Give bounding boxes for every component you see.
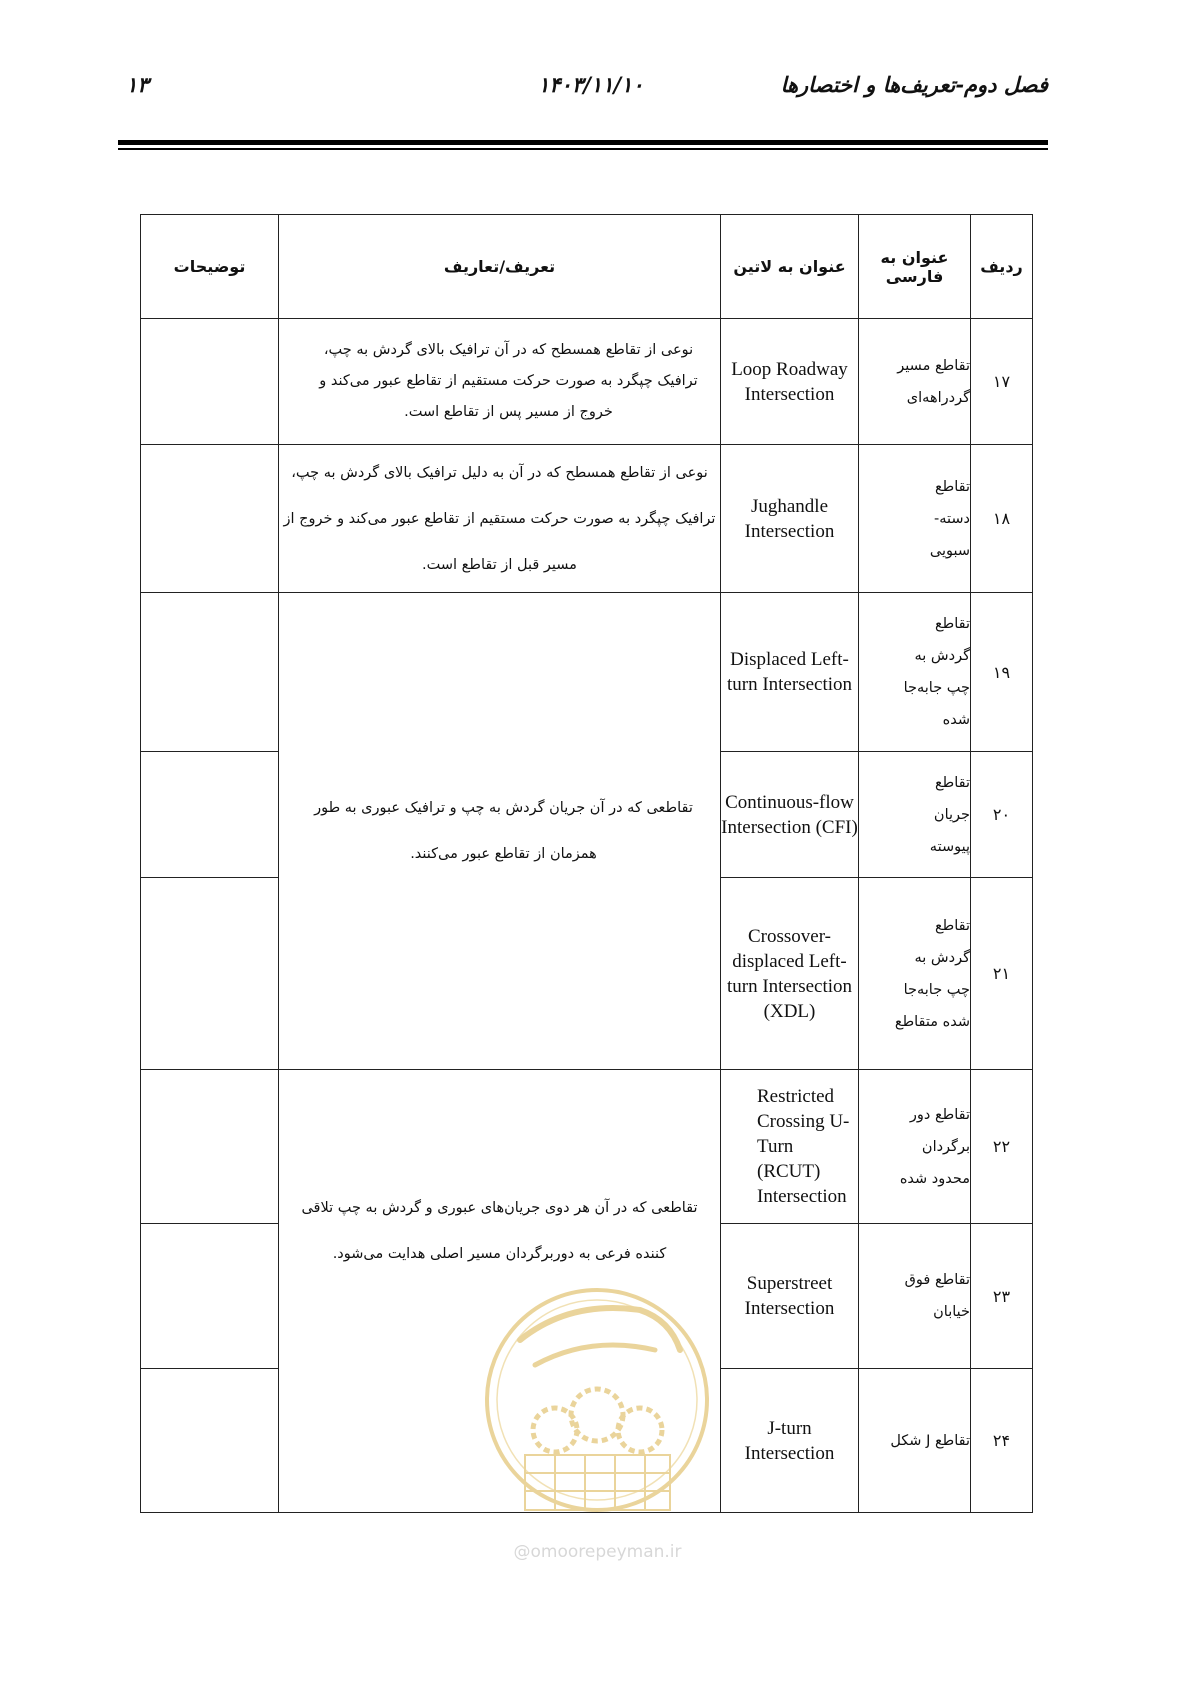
persian-title-cell <box>859 593 971 752</box>
notes-cell <box>141 752 279 878</box>
watermark-logo <box>480 1280 715 1570</box>
latin-title-cell: Restricted Crossing U-Turn (RCUT) Intersection <box>721 1070 859 1224</box>
col-header-latin: عنوان به لاتین <box>721 215 859 319</box>
row-number: ۱۷ <box>971 319 1033 445</box>
latin-title-cell: Continuous-flow Intersection (CFI) <box>721 752 859 878</box>
persian-title-cell <box>859 319 971 445</box>
notes-cell <box>141 878 279 1070</box>
persian-title: تقاطع گردش به چپ جابه‌جا شده <box>903 616 970 728</box>
persian-title: تقاطع جریان پیوسته <box>929 774 970 855</box>
notes-cell <box>141 319 279 445</box>
notes-cell <box>141 593 279 752</box>
notes-cell <box>141 1369 279 1513</box>
latin-title-cell: Displaced Left-turn Intersection <box>721 593 859 752</box>
persian-title-cell <box>859 1224 971 1369</box>
latin-title-cell: Jughandle Intersection <box>721 445 859 593</box>
table-row <box>141 445 1033 593</box>
row-number: ۲۰ <box>971 752 1033 878</box>
persian-title: تقاطع J شکل <box>890 1432 970 1449</box>
table-row <box>141 1070 1033 1224</box>
row-number: ۱۹ <box>971 593 1033 752</box>
row-number: ۲۱ <box>971 878 1033 1070</box>
definition-cell: نوعی از تقاطع همسطح که در آن به دلیل ترافیک بالای گردش به چپ، ترافیک چپگرد به صورت حرکت مستقیم از تقاطع عبور می‌کند و خروج از مسیر قبل از تقاطع است. <box>279 445 721 593</box>
persian-title: تقاطع دسته- سبویی <box>929 478 970 559</box>
latin-title-cell: Crossover-displaced Left-turn Intersection (XDL) <box>721 878 859 1070</box>
persian-title-cell <box>859 1070 971 1224</box>
row-number: ۲۴ <box>971 1369 1033 1513</box>
latin-title-cell: Loop Roadway Intersection <box>721 319 859 445</box>
definition-cell: تقاطعی که در آن هر دوی جریان‌های عبوری و گردش به چپ تلاقی کننده فرعی به دوربرگردان مسیر اصلی هدایت می‌شود. <box>279 1070 721 1513</box>
header-rule-thick <box>118 140 1048 145</box>
header-date: ۱۴۰۳/۱۱/۱۰ <box>538 72 644 97</box>
page-header <box>118 72 1048 112</box>
row-number: ۲۳ <box>971 1224 1033 1369</box>
definition-cell: تقاطعی که در آن جریان گردش به چپ و ترافیک عبوری به طور همزمان از تقاطع عبور می‌کنند. <box>279 593 721 1070</box>
persian-title: تقاطع دور برگردان محدود شده <box>899 1106 970 1187</box>
table-row <box>141 593 1033 752</box>
watermark-emblem-icon <box>480 1280 715 1538</box>
persian-title-cell <box>859 878 971 1070</box>
header-rule-thin <box>118 148 1048 150</box>
persian-title: تقاطع مسیر گردراهه‌ای <box>897 357 970 406</box>
latin-title-cell: J-turn Intersection <box>721 1369 859 1513</box>
row-number: ۲۲ <box>971 1070 1033 1224</box>
table-header-row <box>141 215 1033 319</box>
persian-title: تقاطع گردش به چپ جابه‌جا شده متقاطع <box>894 917 970 1030</box>
latin-title-cell: Superstreet Intersection <box>721 1224 859 1369</box>
col-header-notes: توضیحات <box>141 215 279 319</box>
table-row <box>141 319 1033 445</box>
definition-cell: نوعی از تقاطع همسطح که در آن ترافیک بالای گردش به چپ، ترافیک چپگرد به صورت حرکت مستقیم از تقاطع عبور می‌کند و خروج از مسیر پس از تقاطع است. <box>279 319 721 445</box>
notes-cell <box>141 445 279 593</box>
col-header-persian: عنوان به فارسی <box>859 215 971 319</box>
persian-title-cell <box>859 445 971 593</box>
col-header-definition: تعریف/تعاریف <box>279 215 721 319</box>
page-number: ۱۳ <box>126 72 149 97</box>
persian-title-cell <box>859 1369 971 1513</box>
persian-title-cell <box>859 752 971 878</box>
watermark-url: @omoorepeyman.ir <box>513 1542 682 1562</box>
persian-title: تقاطع فوق خیابان <box>904 1272 970 1320</box>
col-header-num: ردیف <box>971 215 1033 319</box>
chapter-title: فصل دوم-تعریف‌ها و اختصارها <box>780 72 1048 97</box>
notes-cell <box>141 1070 279 1224</box>
notes-cell <box>141 1224 279 1369</box>
row-number: ۱۸ <box>971 445 1033 593</box>
